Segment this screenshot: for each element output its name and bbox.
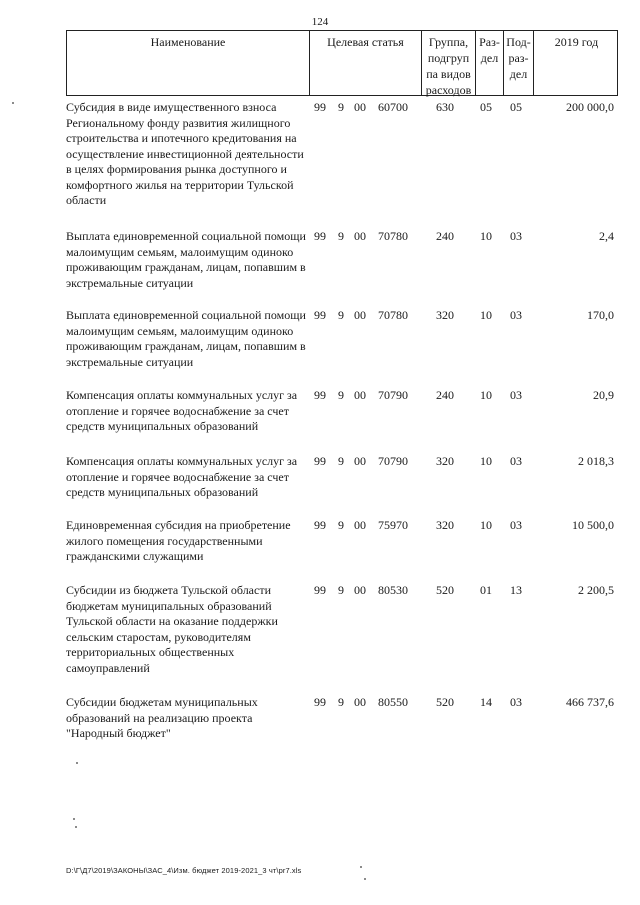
target-code-1: 99 — [314, 518, 326, 532]
row-name: Субсидии бюджетам муниципальных образований на реализацию проекта "Народный бюджет" — [66, 695, 258, 740]
scan-speck — [360, 866, 362, 868]
header-group-line: Группа, — [428, 35, 469, 49]
target-code-2: 9 — [338, 583, 344, 597]
header-subsection-line: Под- — [506, 35, 531, 49]
target-code-3: 00 — [354, 229, 366, 243]
target-code-1: 99 — [314, 583, 326, 597]
target-code-4: 80550 — [378, 695, 408, 709]
target-code-4: 80530 — [378, 583, 408, 597]
header-group-line: па видов — [426, 67, 471, 81]
target-code-1: 99 — [314, 388, 326, 402]
target-code-2: 9 — [338, 454, 344, 468]
header-name-cell — [67, 31, 309, 95]
target-code-3: 00 — [354, 100, 366, 114]
subsection-code: 03 — [510, 388, 522, 402]
target-code-1: 99 — [314, 100, 326, 114]
section-code: 10 — [480, 229, 492, 243]
amount: 200 000,0 — [566, 100, 614, 114]
row-name: Выплата единовременной социальной помощи малоимущим семьям, малоимущим одиноко проживающим гражданам, лицам, попавшим в экстремальные ситуации — [66, 308, 306, 369]
header-group-cell — [421, 31, 475, 95]
target-code-4: 75970 — [378, 518, 408, 532]
target-code-3: 00 — [354, 583, 366, 597]
amount: 2 200,5 — [578, 583, 614, 597]
subsection-code: 03 — [510, 229, 522, 243]
amount: 10 500,0 — [572, 518, 614, 532]
section-code: 10 — [480, 308, 492, 322]
header-section-cell — [475, 31, 503, 95]
target-code-3: 00 — [354, 388, 366, 402]
section-code: 10 — [480, 518, 492, 532]
scan-speck — [75, 826, 77, 828]
subsection-code: 03 — [510, 308, 522, 322]
target-code-4: 60700 — [378, 100, 408, 114]
target-code-4: 70790 — [378, 454, 408, 468]
scan-speck — [73, 818, 75, 820]
section-code: 01 — [480, 583, 492, 597]
amount: 466 737,6 — [566, 695, 614, 709]
target-code-2: 9 — [338, 518, 344, 532]
subsection-code: 05 — [510, 100, 522, 114]
target-code-1: 99 — [314, 308, 326, 322]
header-subsection-cell — [503, 31, 533, 95]
header-subsection-line: дел — [509, 67, 528, 81]
amount: 2 018,3 — [578, 454, 614, 468]
file-path-footer: D:\Г\Д7\2019\ЗАКОНЫ\ЗАС_4\Изм. бюджет 2019-2021_3 чт\pr7.xls — [66, 866, 302, 875]
header-section-line: Раз- — [479, 35, 500, 49]
header-target-cell — [309, 31, 421, 95]
header-subsection-line: раз- — [508, 51, 529, 65]
section-code: 14 — [480, 695, 492, 709]
row-name: Компенсация оплаты коммунальных услуг за отопление и горячее водоснабжение за счет средств муниципальных образований — [66, 388, 298, 433]
header-group-line: подгруп — [427, 51, 470, 65]
group-code: 320 — [436, 518, 454, 532]
section-code: 10 — [480, 454, 492, 468]
amount: 2,4 — [599, 229, 614, 243]
header-target-article: Целевая статья — [327, 35, 404, 49]
target-code-4: 70790 — [378, 388, 408, 402]
group-code: 520 — [436, 583, 454, 597]
target-code-4: 70780 — [378, 308, 408, 322]
group-code: 240 — [436, 388, 454, 402]
group-code: 320 — [436, 454, 454, 468]
target-code-3: 00 — [354, 518, 366, 532]
section-code: 10 — [480, 388, 492, 402]
subsection-code: 03 — [510, 695, 522, 709]
target-code-3: 00 — [354, 695, 366, 709]
header-name: Наименование — [150, 35, 226, 49]
section-code: 05 — [480, 100, 492, 114]
target-code-2: 9 — [338, 308, 344, 322]
row-name: Компенсация оплаты коммунальных услуг за отопление и горячее водоснабжение за счет средств муниципальных образований — [66, 454, 298, 499]
group-code: 240 — [436, 229, 454, 243]
target-code-3: 00 — [354, 454, 366, 468]
page-number: 124 — [311, 16, 329, 28]
row-name: Субсидия в виде имущественного взноса Региональному фонду развития жилищного строительства и ипотечного кредитования на осуществление инвестиционной деятельности в целях формирования рынка доступного и комфортного жилья на территории Тульской области — [66, 100, 304, 207]
group-code: 320 — [436, 308, 454, 322]
header-section-line: дел — [480, 51, 499, 65]
table-header — [66, 30, 618, 96]
target-code-2: 9 — [338, 229, 344, 243]
group-code: 520 — [436, 695, 454, 709]
target-code-3: 00 — [354, 308, 366, 322]
target-code-1: 99 — [314, 229, 326, 243]
target-code-2: 9 — [338, 695, 344, 709]
header-year: 2019 год — [554, 35, 599, 49]
target-code-1: 99 — [314, 454, 326, 468]
subsection-code: 03 — [510, 518, 522, 532]
group-code: 630 — [436, 100, 454, 114]
row-name: Единовременная субсидия на приобретение жилого помещения государственными гражданскими служащими — [66, 518, 291, 563]
row-name: Субсидии из бюджета Тульской области бюджетам муниципальных образований Тульской области на оказание поддержки сельским старостам, руководителям территориальных общественных самоуправлений — [66, 583, 278, 675]
subsection-code: 03 — [510, 454, 522, 468]
header-year-cell — [533, 31, 619, 95]
row-name: Выплата единовременной социальной помощи малоимущим семьям, малоимущим одиноко проживающим гражданам, лицам, попавшим в экстремальные ситуации — [66, 229, 306, 290]
target-code-2: 9 — [338, 100, 344, 114]
target-code-1: 99 — [314, 695, 326, 709]
header-group-line: расходов — [425, 83, 472, 97]
subsection-code: 13 — [510, 583, 522, 597]
scan-speck — [12, 102, 14, 104]
scan-speck — [364, 878, 366, 880]
target-code-2: 9 — [338, 388, 344, 402]
scan-speck — [76, 762, 78, 764]
target-code-4: 70780 — [378, 229, 408, 243]
amount: 20,9 — [593, 388, 614, 402]
amount: 170,0 — [587, 308, 614, 322]
